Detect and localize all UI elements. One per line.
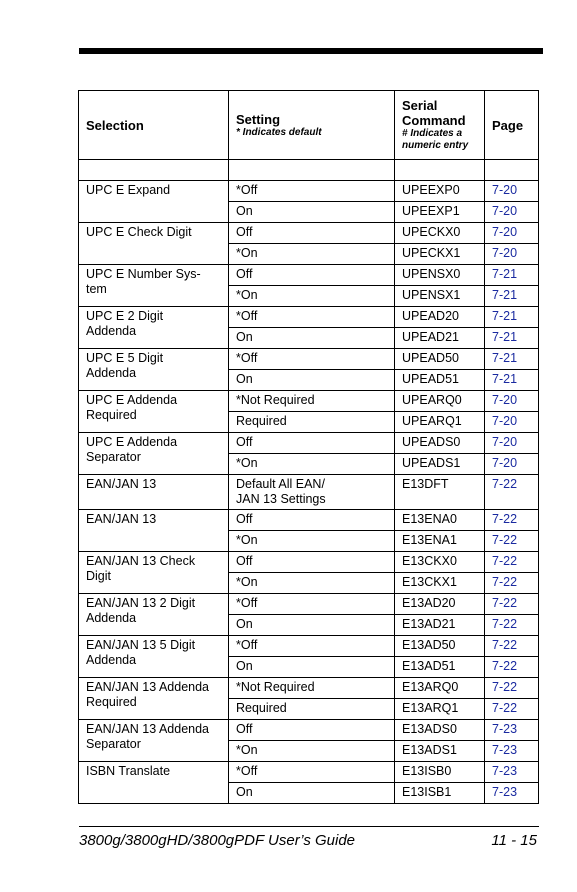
cell-serial-command: E13AD50 [395,636,485,657]
cell-setting: *Off [229,349,395,370]
cell-setting: *Not Required [229,391,395,412]
table-row [79,181,539,202]
cell-serial-command: E13ADS0 [395,720,485,741]
table-row [79,265,539,286]
table-row [79,762,539,783]
cell-page-link[interactable]: 7-20 [485,223,539,244]
cell-selection: EAN/JAN 13 5 Digit Addenda [79,636,229,678]
cell-setting: *Off [229,181,395,202]
cell-serial-command: UPEADS0 [395,433,485,454]
cell-page-link[interactable]: 7-21 [485,307,539,328]
cell-serial-command: E13ADS1 [395,741,485,762]
cell-page-link[interactable]: 7-21 [485,349,539,370]
header-page: Page [485,91,539,160]
cell-page-link[interactable]: 7-21 [485,328,539,349]
table-row [79,475,539,510]
cell-setting: *On [229,454,395,475]
cell-serial-command: UPEAD51 [395,370,485,391]
cell-setting: Off [229,720,395,741]
footer-page-number: 11 - 15 [491,832,537,849]
cell-serial-command: E13ISB1 [395,783,485,804]
table-row [79,433,539,454]
cell-setting: *Off [229,762,395,783]
header-serial-command: Serial Command # Indicates a numeric entry [395,91,485,160]
header-selection: Selection [79,91,229,160]
footer-guide-title: 3800g/3800gHD/3800gPDF User’s Guide [79,832,356,849]
cell-serial-command: UPEAD21 [395,328,485,349]
cell-setting: *On [229,286,395,307]
table-row [79,349,539,370]
cell-serial-command: UPEARQ1 [395,412,485,433]
cell-setting: *Off [229,594,395,615]
cell-page-link[interactable]: 7-20 [485,433,539,454]
table-row [79,307,539,328]
cell-serial-command: E13ARQ0 [395,678,485,699]
cell-setting: On [229,370,395,391]
cell-selection: EAN/JAN 13 Addenda Separator [79,720,229,762]
cell-page-link[interactable]: 7-23 [485,720,539,741]
cell-selection: UPC E Check Digit [79,223,229,265]
cell-serial-command: E13ARQ1 [395,699,485,720]
cell-setting: Off [229,265,395,286]
cell-setting: Default All EAN/ JAN 13 Settings [229,475,395,510]
cell-page-link[interactable]: 7-22 [485,636,539,657]
cell-selection: EAN/JAN 13 Addenda Required [79,678,229,720]
table-row [79,594,539,615]
table-row [79,678,539,699]
cell-serial-command: E13CKX1 [395,573,485,594]
cell-setting: Required [229,412,395,433]
cell-serial-command: UPECKX1 [395,244,485,265]
cell-page-link[interactable]: 7-22 [485,594,539,615]
cell-setting: On [229,783,395,804]
cell-selection: UPC E Number Sys- tem [79,265,229,307]
cell-setting: Off [229,223,395,244]
cell-serial-command: E13ENA0 [395,510,485,531]
serial-command-table [78,90,539,804]
cell-selection: EAN/JAN 13 Check Digit [79,552,229,594]
table-row [79,510,539,531]
cell-serial-command: E13AD20 [395,594,485,615]
cell-setting: *Off [229,307,395,328]
cell-serial-command: UPEADS1 [395,454,485,475]
cell-page-link[interactable]: 7-23 [485,783,539,804]
cell-page-link[interactable]: 7-22 [485,615,539,636]
cell-serial-command: UPEEXP0 [395,181,485,202]
cell-page-link[interactable]: 7-20 [485,244,539,265]
cell-serial-command: UPEAD20 [395,307,485,328]
cell-page-link[interactable]: 7-22 [485,475,539,510]
cell-page-link[interactable]: 7-20 [485,454,539,475]
cell-serial-command: E13DFT [395,475,485,510]
cell-serial-command: UPEEXP1 [395,202,485,223]
cell-page-link[interactable]: 7-22 [485,510,539,531]
cell-serial-command: E13ISB0 [395,762,485,783]
cell-page-link[interactable]: 7-21 [485,370,539,391]
cell-setting: Required [229,699,395,720]
cell-page-link[interactable]: 7-22 [485,552,539,573]
cell-page-link[interactable]: 7-22 [485,573,539,594]
cell-setting: Off [229,510,395,531]
cell-setting: *On [229,531,395,552]
cell-setting: On [229,615,395,636]
header-spacer [79,160,539,181]
cell-selection: UPC E 5 Digit Addenda [79,349,229,391]
table-header-row [79,91,539,160]
cell-serial-command: E13CKX0 [395,552,485,573]
cell-selection: ISBN Translate [79,762,229,804]
cell-setting: Off [229,433,395,454]
table-row [79,552,539,573]
cell-page-link[interactable]: 7-20 [485,202,539,223]
cell-serial-command: E13AD21 [395,615,485,636]
footer-rule [79,826,539,827]
cell-page-link[interactable]: 7-20 [485,412,539,433]
cell-serial-command: UPEARQ0 [395,391,485,412]
cell-page-link[interactable]: 7-23 [485,762,539,783]
cell-setting: On [229,328,395,349]
cell-page-link[interactable]: 7-22 [485,531,539,552]
cell-selection: EAN/JAN 13 [79,510,229,552]
cell-page-link[interactable]: 7-20 [485,391,539,412]
cell-serial-command: UPEAD50 [395,349,485,370]
cell-serial-command: UPENSX1 [395,286,485,307]
cell-setting: *Not Required [229,678,395,699]
header-setting: Setting * Indicates default [229,91,395,160]
table-row [79,720,539,741]
cell-page-link[interactable]: 7-20 [485,181,539,202]
table-body [79,181,539,804]
cell-setting: *On [229,244,395,265]
cell-serial-command: E13AD51 [395,657,485,678]
cell-page-link[interactable]: 7-22 [485,678,539,699]
cell-page-link[interactable]: 7-21 [485,265,539,286]
cell-setting: On [229,202,395,223]
cell-serial-command: UPECKX0 [395,223,485,244]
cell-page-link[interactable]: 7-21 [485,286,539,307]
cell-serial-command: E13ENA1 [395,531,485,552]
table-row [79,223,539,244]
cell-page-link[interactable]: 7-23 [485,741,539,762]
cell-setting: *On [229,573,395,594]
table-row [79,391,539,412]
cell-selection: UPC E Expand [79,181,229,223]
table-row [79,636,539,657]
cell-setting: Off [229,552,395,573]
top-rule [79,48,543,54]
cell-setting: *On [229,741,395,762]
cell-setting: *Off [229,636,395,657]
cell-selection: UPC E Addenda Separator [79,433,229,475]
cell-selection: UPC E 2 Digit Addenda [79,307,229,349]
cell-setting: On [229,657,395,678]
cell-page-link[interactable]: 7-22 [485,657,539,678]
cell-serial-command: UPENSX0 [395,265,485,286]
cell-page-link[interactable]: 7-22 [485,699,539,720]
cell-selection: UPC E Addenda Required [79,391,229,433]
cell-selection: EAN/JAN 13 [79,475,229,510]
cell-selection: EAN/JAN 13 2 Digit Addenda [79,594,229,636]
